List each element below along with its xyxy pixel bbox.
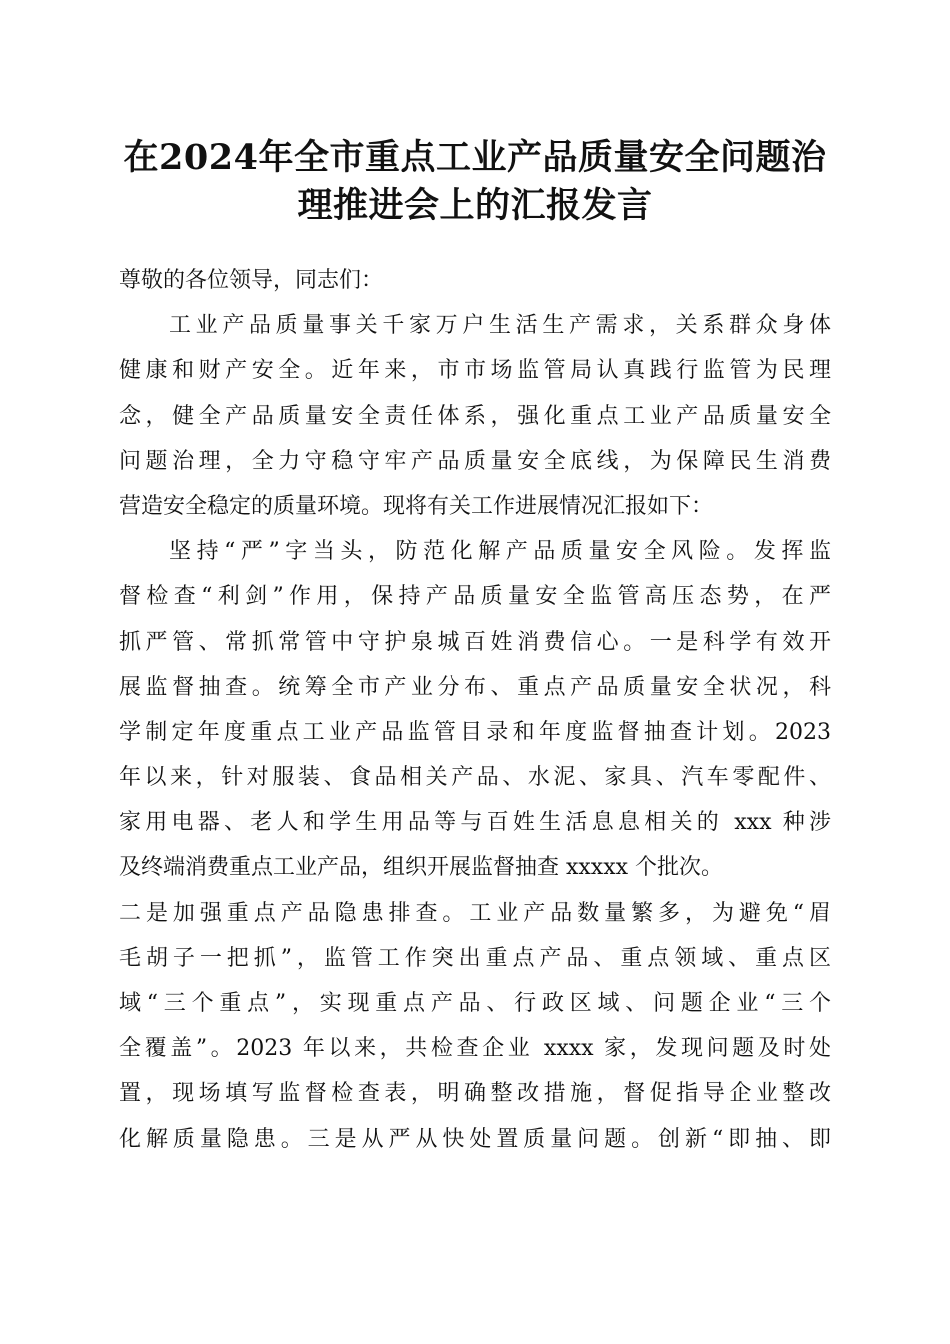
document-title (100, 134, 850, 230)
document-body (119, 258, 831, 1162)
text-line: 毛胡子一把抓”，监管工作突出重点产品、重点领域、重点区 (119, 945, 831, 971)
text-line: 年以来，针对服装、食品相关产品、水泥、家具、汽车零配件、 (119, 765, 831, 791)
text-line: 工业产品质量事关千家万户生活生产需求，关系群众身体 (169, 313, 831, 339)
text-line: 及终端消费重点工业产品，组织开展监督抽查 xxxxx 个批次。 (119, 855, 724, 881)
text-line: 营造安全稳定的质量环境。现将有关工作进展情况汇报如下： (119, 493, 714, 519)
text-line: 念，健全产品质量安全责任体系，强化重点工业产品质量安全 (119, 403, 831, 429)
title-line-2: 理推进会上的汇报发言 (297, 185, 653, 226)
text-line: 化解质量隐患。三是从严从快处置质量问题。创新“即抽、即 (119, 1126, 831, 1152)
text-line: 问题治理，全力守稳守牢产品质量安全底线，为保障民生消费 (119, 448, 831, 474)
text-line: 健康和财产安全。近年来，市市场监管局认真践行监管为民理 (119, 358, 831, 384)
text-line: 督检查“利剑”作用，保持产品质量安全监管高压态势，在严 (119, 584, 831, 610)
text-line: 全覆盖”。2023 年以来，共检查企业 xxxx 家，发现问题及时处 (119, 1036, 831, 1062)
text-line: 二是加强重点产品隐患排查。工业产品数量繁多，为避免“眉 (119, 900, 831, 926)
text-line: 学制定年度重点工业产品监管目录和年度监督抽查计划。2023 (119, 719, 831, 745)
salutation: 尊敬的各位领导，同志们： (119, 268, 384, 293)
text-line: 抓严管、常抓常管中守护泉城百姓消费信心。一是科学有效开 (119, 629, 831, 655)
text-line: 展监督抽查。统筹全市产业分布、重点产品质量安全状况，科 (119, 674, 831, 700)
text-line: 坚持“严”字当头，防范化解产品质量安全风险。发挥监 (169, 539, 831, 565)
text-line: 家用电器、老人和学生用品等与百姓生活息息相关的 xxx 种涉 (119, 810, 831, 836)
title-line-1: 在2024年全市重点工业产品质量安全问题治 (123, 137, 827, 178)
text-line: 置，现场填写监督检查表，明确整改措施，督促指导企业整改 (119, 1081, 831, 1107)
text-line: 域“三个重点”，实现重点产品、行政区域、问题企业“三个 (119, 991, 831, 1016)
